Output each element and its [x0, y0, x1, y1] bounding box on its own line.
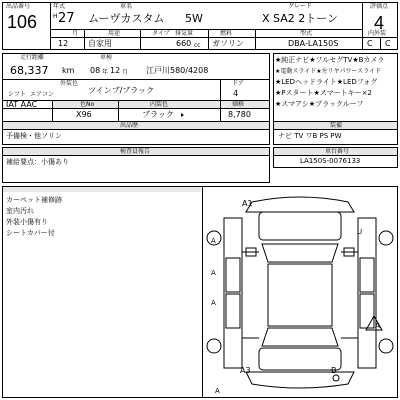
- inner-color-label: 内装色: [150, 101, 169, 108]
- purpose-value: 自家用: [88, 39, 112, 48]
- trunk-panel: [259, 348, 341, 370]
- car-name: ムーヴカスタム: [88, 12, 165, 25]
- interior-value: C: [367, 39, 373, 48]
- type-label: タイプ: [152, 30, 170, 37]
- damage-code-u: U: [357, 228, 363, 236]
- trans-value: IAT AAC: [6, 100, 38, 109]
- interior-label: 内外装: [368, 30, 387, 37]
- price-label: 価格: [232, 101, 245, 108]
- score-label: 評価点: [370, 3, 389, 10]
- lot-label: 出品番号: [6, 3, 31, 10]
- grade-label: グレード: [288, 3, 313, 10]
- feature-line-3: ★Pスタート★スマートキー×2: [275, 89, 372, 97]
- grade2-value: X SA2 2トーン: [262, 12, 339, 25]
- feature-line-0: ★純正ナビ★フルセグTV★Bカメラ: [275, 56, 385, 64]
- damage-code-a1: A1: [242, 199, 253, 208]
- hood-panel: [259, 212, 341, 240]
- damage-code-left-rear: A: [211, 299, 216, 307]
- damage-marker-circle: [333, 375, 339, 381]
- left-front-door: [226, 258, 240, 292]
- cc-unit: cc: [194, 42, 201, 49]
- doors-label: ドア: [232, 80, 244, 87]
- plate-number: 江戸川580/4208: [146, 66, 209, 75]
- rear-glass-outline: [262, 328, 338, 346]
- lot-number: 106: [7, 12, 38, 32]
- trans-label: シフト: [8, 91, 27, 98]
- cc-value: 660: [176, 39, 192, 48]
- name-label: 車名: [120, 3, 133, 10]
- month-label: 月: [72, 30, 79, 37]
- notes-line-1: 室内汚れ: [6, 207, 34, 215]
- inspect-label: 車検: [100, 54, 113, 61]
- inspector-value: 補給要点：小傷あり: [6, 158, 69, 166]
- feature-line-4: ★スマアシ★ブラックルーフ: [275, 100, 364, 108]
- dropdown-mark-icon: [181, 113, 184, 117]
- feature-line-2: ★LEDヘッドライト★LEDフォグ: [275, 78, 378, 86]
- left-rear-door: [226, 294, 240, 328]
- windshield-outline: [262, 244, 338, 262]
- wheel-rear-right: [379, 339, 393, 353]
- damage-code-left-door: A: [211, 269, 216, 277]
- chassis-value: LA150S-0076133: [300, 157, 361, 165]
- mileage-label: 走行距離: [20, 54, 45, 61]
- color-no-value: X96: [76, 110, 92, 119]
- roof-panel: [268, 264, 332, 326]
- front-bumper-outline: [246, 197, 354, 212]
- inspect-year: 08: [90, 66, 101, 75]
- doors-value: 4: [233, 89, 239, 98]
- feature-line-1: ★電動スライド★左リヤパワースライド: [275, 68, 381, 75]
- damage-code-front-left: A: [211, 237, 216, 245]
- month-value: 12: [58, 39, 69, 48]
- inspector-label: 検査員報告: [120, 148, 151, 155]
- right-front-door: [360, 258, 374, 292]
- fuel-value: ガソリン: [212, 39, 244, 48]
- purpose-label: 用途: [108, 30, 121, 37]
- right-rear-door: [360, 294, 374, 328]
- year-value: 27: [58, 11, 75, 26]
- year-label: 年式: [53, 3, 66, 10]
- mileage-value: 68,337: [10, 64, 49, 77]
- wheel-front-right: [379, 231, 393, 245]
- equip-label: 装備: [330, 122, 343, 129]
- history-label: 出品歴: [120, 122, 139, 129]
- notes-line-2: 外装小傷有り: [6, 218, 48, 226]
- right-side-outline: [358, 218, 376, 368]
- color-label: 外装色: [60, 80, 79, 87]
- score-value: 4: [374, 13, 385, 33]
- grade1-value: 5W: [185, 12, 203, 25]
- fuel-label: 燃料: [220, 30, 233, 37]
- ac-label: エアコン: [30, 91, 54, 98]
- price-value: 8,780: [228, 110, 251, 119]
- damage-code-b: B: [331, 366, 337, 375]
- left-side-outline: [224, 218, 242, 368]
- year-prefix: H: [53, 13, 58, 20]
- model-value: DBA-LA150S: [288, 39, 339, 48]
- equipment-value: ナビ TV ワB PS PW: [278, 132, 342, 140]
- color-no-label: 色No: [80, 101, 95, 108]
- cc-label: 排気量: [175, 30, 194, 37]
- exterior-value: C: [385, 39, 391, 48]
- damage-code-a3: A3: [240, 366, 251, 375]
- damage-code-right-rear: A: [375, 322, 380, 330]
- inspect-month: 12: [110, 66, 121, 75]
- notes-line-3: シートカバー付: [6, 229, 55, 237]
- history-value: 予備検・他ソリン: [6, 132, 62, 140]
- notes-line-0: カーペット補修跡: [6, 196, 62, 204]
- car-diagram: [204, 188, 396, 396]
- wheel-rear-left: [207, 339, 221, 353]
- model-label: 型式: [300, 30, 313, 37]
- mileage-unit: km: [62, 66, 75, 75]
- damage-code-rear: A: [215, 387, 220, 395]
- color-value: ツインブ/ブラック: [88, 86, 155, 95]
- inner-color-value: ブラック: [142, 110, 174, 119]
- chassis-label: 車台番号: [325, 148, 350, 155]
